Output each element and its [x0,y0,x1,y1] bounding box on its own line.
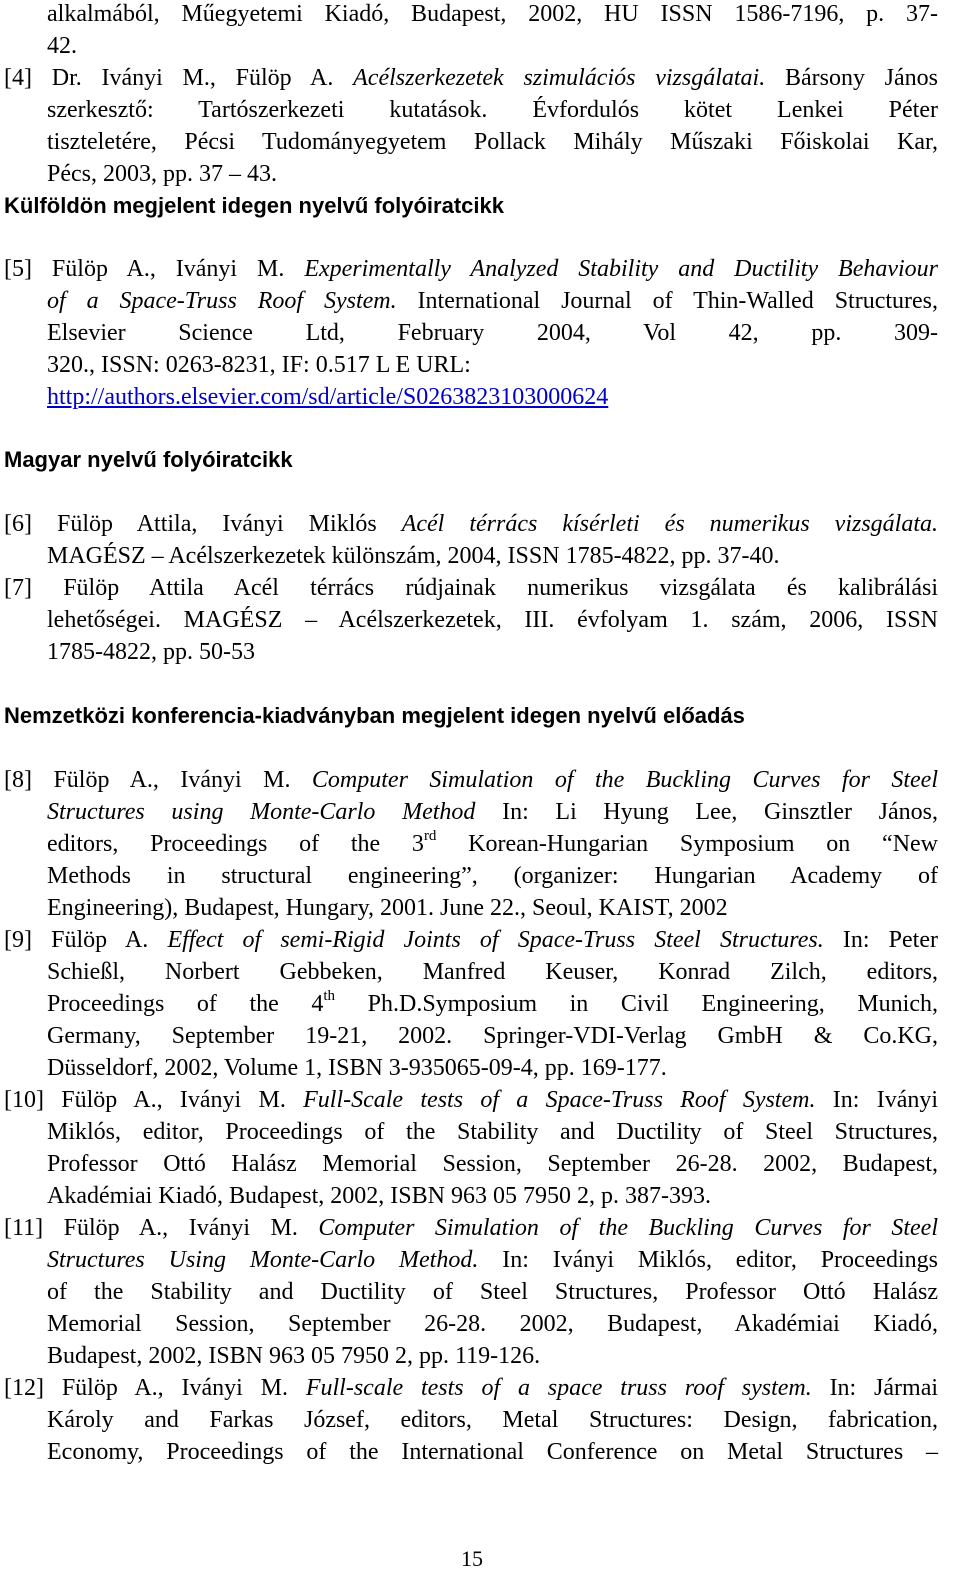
ref-text: Engineering), Budapest, Hungary, 2001. June 22., Seoul, KAIST, 2002 [47,895,728,921]
ref-8 [4,764,938,796]
ref-text: of the Stability and Ductility of Steel Structures, Professor Ottó Halász [47,1279,938,1305]
ref-text: In: Li Hyung Lee, Ginsztler János, [502,799,938,825]
ref-5-line-3 [47,317,938,349]
ref-11-line-3 [47,1276,938,1308]
ref-authors: Fülöp A., Iványi M. [63,1215,298,1241]
ref-authors: Fülöp A., Iványi M. [61,1375,288,1401]
ref-10-line-3 [47,1148,938,1180]
ref-number: [5] [4,256,32,282]
ref-5 [4,253,938,285]
ref-5-line-2 [47,285,938,317]
ref-title: Acél térrács kísérleti és numerikus vizsgálata. [401,511,939,537]
ref-9-line-3 [47,988,938,1020]
ordinal-superscript: th [323,988,336,1004]
ref-title: of a Space-Truss Roof System. [47,288,397,314]
ref-text: Bársony János [784,65,939,91]
ref-7 [4,572,938,604]
ref-12 [4,1372,938,1404]
ref-title: Computer Simulation of the Buckling Curves for Steel [318,1215,939,1241]
ref-9-line-4 [47,1020,938,1052]
ref-authors: Fülöp A., Iványi M. [51,256,285,282]
ref-number: [11] [4,1215,44,1241]
ref-title: Structures Using Monte-Carlo Method. [47,1247,479,1273]
ref-4-line-2 [47,94,938,126]
ref-9-line-5 [47,1052,938,1084]
ref-text: Proceedings of the 4 [47,991,324,1017]
ref-text: Károly and Farkas József, editors, Metal Structures: Design, fabrication, [47,1407,938,1433]
ref-12-line-2 [47,1404,938,1436]
ref-text: Methods in structural engineering”, (organizer: Hungarian Academy of [47,863,938,889]
ref-text: Fülöp Attila Acél térrács rúdjainak numerikus vizsgálata és kalibrálási [63,575,939,601]
ref-authors: Dr. Iványi M., Fülöp A. [51,65,334,91]
ref-authors: Fülöp A., Iványi M. [61,1087,286,1113]
ref-number: [9] [4,927,32,953]
ref-title: Effect of semi-Rigid Joints of Space-Truss Steel Structures. [167,927,824,953]
ref-8-line-4 [47,860,938,892]
ref-3-continuation-line-1 [47,0,938,30]
ref-text: alkalmából, Műegyetemi Kiadó, Budapest, 2002, HU ISSN 1586-7196, p. 37- [47,1,938,27]
ref-text: 1785-4822, pp. 50-53 [47,639,255,665]
ref-text: 42. [47,33,77,59]
ref-text: 320., ISSN: 0263-8231, IF: 0.517 L E URL: [47,352,471,378]
ref-11-line-4 [47,1308,938,1340]
ref-text: Pécs, 2003, pp. 37 – 43. [47,161,277,187]
ref-number: [7] [4,575,32,601]
ref-7-line-3 [47,636,938,668]
ref-3-continuation-line-2 [47,30,938,62]
ref-text: In: Jármai [829,1375,939,1401]
ref-authors: Fülöp A., Iványi M. [53,767,291,793]
ref-9-line-2 [47,956,938,988]
section-heading-conference: Nemzetközi konferencia-kiadványban megjelent idegen nyelvű előadás [4,703,745,728]
ref-8-line-2 [47,796,938,828]
ref-text: MAGÉSZ – Acélszerkezetek különszám, 2004, ISSN 1785-4822, pp. 37-40. [47,543,780,569]
ref-6 [4,508,938,540]
ref-text: Memorial Session, September 26-28. 2002, Budapest, Akadémiai Kiadó, [47,1311,938,1337]
ref-number: [4] [4,65,32,91]
ref-number: [10] [4,1087,44,1113]
ref-12-line-3 [47,1436,938,1468]
ref-text: editors, Proceedings of the 3 [47,831,424,857]
ref-authors: Fülöp A. [51,927,149,953]
ref-text: Miklós, editor, Proceedings of the Stability and Ductility of Steel Structures, [47,1119,938,1145]
ref-text: lehetőségei. MAGÉSZ – Acélszerkezetek, III. évfolyam 1. szám, 2006, ISSN [47,607,938,633]
ref-number: [8] [4,767,32,793]
ref-text: Schießl, Norbert Gebbeken, Manfred Keuser, Konrad Zilch, editors, [47,959,938,985]
ref-title: Full-scale tests of a space truss roof system. [305,1375,812,1401]
ref-8-line-3 [47,828,938,860]
ref-text: International Journal of Thin-Walled Structures, [417,288,939,314]
ref-5-line-4 [47,349,938,381]
ref-text: szerkesztő: Tartószerkezeti kutatások. Évfordulós kötet Lenkei Péter [47,97,938,123]
section-heading-hungarian-journal: Magyar nyelvű folyóiratcikk [4,447,293,472]
ref-text: In: Iványi [832,1087,939,1113]
ref-8-line-5 [47,892,938,924]
ref-url-link[interactable]: http://authors.elsevier.com/sd/article/S0263823103000624 [47,384,609,410]
ref-title: Experimentally Analyzed Stability and Ductility Behaviour [304,256,939,282]
ref-authors: Fülöp Attila, Iványi Miklós [57,511,377,537]
ref-title: Full-Scale tests of a Space-Truss Roof System. [303,1087,816,1113]
ref-text: Professor Ottó Halász Memorial Session, September 26-28. 2002, Budapest, [47,1151,938,1177]
ref-4-line-3 [47,126,938,158]
ref-text: Akadémiai Kiadó, Budapest, 2002, ISBN 963 05 7950 2, p. 387-393. [47,1183,711,1209]
ref-text: Korean-Hungarian Symposium on “New [436,831,939,857]
ref-title: Structures using Monte-Carlo Method [47,799,476,825]
page-number: 15 [461,1546,483,1571]
ref-5-line-5 [47,381,938,413]
ref-4-line-4 [47,158,938,190]
ref-10-line-2 [47,1116,938,1148]
ref-10-line-4 [47,1180,938,1212]
ref-11-line-5 [47,1340,938,1372]
ref-11 [4,1212,938,1244]
ref-6-line-2 [47,540,938,572]
ref-text: Economy, Proceedings of the International Conference on Metal Structures – [47,1439,938,1465]
ref-text: Düsseldorf, 2002, Volume 1, ISBN 3-935065-09-4, pp. 169-177. [47,1055,667,1081]
ref-11-line-2 [47,1244,938,1276]
ref-text: In: Iványi Miklós, editor, Proceedings [502,1247,938,1273]
ref-text: Ph.D.Symposium in Civil Engineering, Munich, [335,991,938,1017]
ref-7-line-2 [47,604,938,636]
ref-title: Acélszerkezetek szimulációs vizsgálatai. [353,65,766,91]
ref-10 [4,1084,938,1116]
ref-4 [4,62,938,94]
ordinal-superscript: rd [423,828,437,844]
ref-text: tiszteletére, Pécsi Tudományegyetem Pollack Mihály Műszaki Főiskolai Kar, [47,129,938,155]
ref-text: Germany, September 19-21, 2002. Springer-VDI-Verlag GmbH & Co.KG, [47,1023,938,1049]
ref-text: In: Peter [842,927,938,953]
ref-number: [12] [4,1375,44,1401]
section-heading-foreign-journal: Külföldön megjelent idegen nyelvű folyóiratcikk [4,193,504,218]
ref-number: [6] [4,511,32,537]
ref-text: Elsevier Science Ltd, February 2004, Vol 42, pp. 309- [47,320,938,346]
ref-text: Budapest, 2002, ISBN 963 05 7950 2, pp. 119-126. [47,1343,541,1369]
ref-9 [4,924,938,956]
ref-title: Computer Simulation of the Buckling Curves for Steel [311,767,938,793]
